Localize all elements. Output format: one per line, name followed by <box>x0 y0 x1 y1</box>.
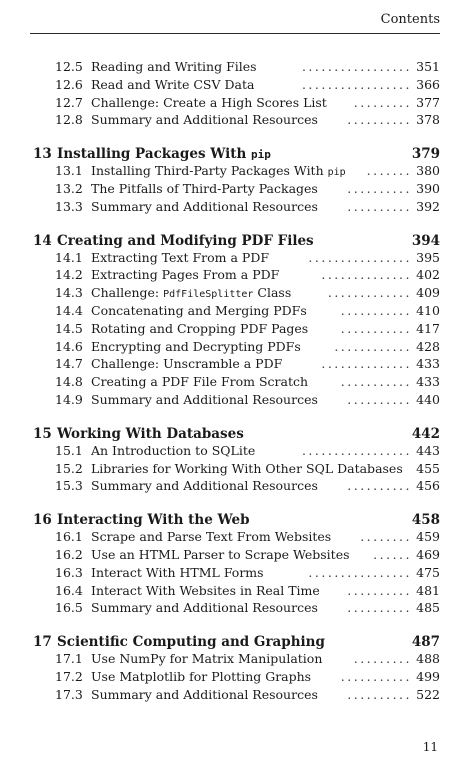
section-title-text: Summary and Additional Resources <box>91 198 318 214</box>
section-number: 16.4 <box>55 582 83 598</box>
toc-section-16.3[interactable] <box>0 564 470 582</box>
section-title-code: PdfFileSplitter <box>163 289 254 301</box>
section-page: 456 <box>416 478 440 494</box>
section-title <box>91 546 350 564</box>
section-title <box>91 582 320 600</box>
section-number: 15.2 <box>55 460 83 476</box>
dot-leader: ...... <box>373 547 412 562</box>
section-title-text: Rotating and Cropping PDF Pages <box>91 320 309 336</box>
section-title <box>91 686 318 704</box>
toc-chapter-13[interactable] <box>0 144 470 164</box>
dot-leader: ................. <box>301 442 412 458</box>
section-title <box>91 460 403 478</box>
section-title-text: Summary and Additional Resources <box>91 600 318 616</box>
section-title-text: Interact With Websites in Real Time <box>91 582 320 598</box>
section-number: 14.5 <box>55 320 83 336</box>
dot-leader: ........... <box>340 320 412 336</box>
chapter-title <box>57 424 244 444</box>
dot-leader: ........... <box>340 374 412 390</box>
toc-section-15.1[interactable] <box>0 442 470 460</box>
toc-section-14.3[interactable] <box>0 284 470 302</box>
toc-chapter-15[interactable] <box>0 424 470 444</box>
section-title-text: Summary and Additional Resources <box>91 478 318 494</box>
dot-leader: .......... <box>347 392 412 407</box>
dot-leader: ......... <box>353 94 412 110</box>
section-title <box>91 355 282 373</box>
toc-section-14.4[interactable] <box>0 302 470 320</box>
dot-leader: .......... <box>347 181 412 196</box>
section-title <box>91 266 279 284</box>
dot-leader: ......... <box>353 651 412 667</box>
section-number: 16.2 <box>55 547 83 562</box>
section-title <box>91 302 307 320</box>
chapter-page: 394 <box>411 232 440 249</box>
running-head: Contents <box>380 12 440 27</box>
chapter-title-text: Interacting With the Web <box>57 512 250 529</box>
section-page: 459 <box>416 529 440 545</box>
chapter-title <box>57 510 250 530</box>
chapter-title-text: Scientific Computing and Graphing <box>57 634 325 651</box>
section-number: 16.3 <box>55 564 83 580</box>
section-page: 366 <box>416 76 440 92</box>
section-title-text: Encrypting and Decrypting PDFs <box>91 338 301 354</box>
section-page: 402 <box>416 267 440 283</box>
section-number: 13.2 <box>55 181 83 196</box>
section-title-text: Creating a PDF File From Scratch <box>91 374 309 390</box>
section-page: 522 <box>416 686 440 702</box>
toc-section-14.1[interactable] <box>0 249 470 267</box>
dot-leader: ........... <box>340 303 412 318</box>
section-page: 469 <box>416 547 440 562</box>
toc-section-12.5[interactable] <box>0 58 470 76</box>
section-number: 14.6 <box>55 338 83 354</box>
section-number: 16.5 <box>55 600 83 616</box>
section-page: 380 <box>416 163 440 179</box>
section-page: 410 <box>416 303 440 318</box>
section-title-text: Challenge: Unscramble a PDF <box>91 356 283 372</box>
section-title <box>91 320 308 338</box>
toc-chapter-14[interactable] <box>0 231 470 251</box>
dot-leader: ............ <box>334 338 412 354</box>
section-title <box>91 391 318 409</box>
section-page: 455 <box>416 460 440 476</box>
chapter-title-text: Working With Databases <box>57 425 244 442</box>
chapter-number: 14 <box>33 232 52 249</box>
toc-section-17.1[interactable] <box>0 650 470 668</box>
section-title-text: Summary and Additional Resources <box>91 112 318 128</box>
section-title <box>91 477 318 495</box>
section-title <box>91 76 254 94</box>
section-title-text: Interact With HTML Forms <box>91 564 264 580</box>
section-number: 14.3 <box>55 285 83 301</box>
toc-section-14.7[interactable] <box>0 355 470 373</box>
section-title <box>91 564 264 582</box>
toc-section-16.4[interactable] <box>0 582 470 600</box>
section-number: 17.3 <box>55 686 83 702</box>
toc-section-16.5[interactable] <box>0 599 470 617</box>
section-title-text: Extracting Text From a PDF <box>91 249 270 265</box>
dot-leader: .......... <box>347 582 412 598</box>
page-number: 11 <box>422 740 438 754</box>
section-title <box>91 599 318 617</box>
section-title-text: Reading and Writing Files <box>91 59 257 74</box>
section-title-text: Installing Third-Party Packages With <box>91 163 328 179</box>
section-page: 440 <box>416 392 440 407</box>
toc-section-14.6[interactable] <box>0 338 470 356</box>
section-title <box>91 650 322 668</box>
section-title <box>91 668 311 686</box>
dot-leader: ....... <box>366 163 412 179</box>
toc-section-17.2[interactable] <box>0 668 470 686</box>
toc-section-14.2[interactable] <box>0 266 470 284</box>
section-title-code: pip <box>327 167 346 179</box>
section-title-text: Challenge: Create a High Scores List <box>91 94 327 110</box>
toc-section-15.3[interactable] <box>0 477 470 495</box>
dot-leader: .............. <box>321 356 412 372</box>
section-title-text: Use Matplotlib for Plotting Graphs <box>91 669 312 684</box>
section-page: 488 <box>416 651 440 667</box>
chapter-page: 458 <box>411 512 440 529</box>
dot-leader: ................. <box>301 59 412 74</box>
toc-section-14.8[interactable] <box>0 373 470 391</box>
section-page: 390 <box>416 181 440 196</box>
chapter-title-code: pip <box>251 148 271 162</box>
section-title <box>91 198 318 216</box>
chapter-title-text: Installing Packages With <box>57 146 252 163</box>
dot-leader: ................ <box>308 249 412 265</box>
section-number: 12.8 <box>55 112 83 128</box>
section-number: 17.1 <box>55 651 83 667</box>
section-number: 14.8 <box>55 374 83 390</box>
section-page: 481 <box>416 582 440 598</box>
toc-section-14.5[interactable] <box>0 320 470 338</box>
chapter-number: 15 <box>33 425 52 442</box>
section-number: 17.2 <box>55 669 83 684</box>
section-page: 443 <box>416 442 440 458</box>
section-page: 409 <box>416 285 440 301</box>
toc-section-12.7[interactable] <box>0 94 470 112</box>
toc-chapter-17[interactable] <box>0 632 470 652</box>
section-title-text: Extracting Pages From a PDF <box>91 267 280 283</box>
section-title-text: Read and Write CSV Data <box>91 76 255 92</box>
section-title-text: An Introduction to SQLite <box>91 442 256 458</box>
dot-leader: ............. <box>327 285 412 301</box>
dot-leader: .......... <box>347 112 412 128</box>
section-title-text: Challenge: <box>91 285 164 301</box>
section-title <box>91 373 308 391</box>
section-title-text-after: Class <box>253 285 292 301</box>
section-number: 15.1 <box>55 442 83 458</box>
section-number: 12.6 <box>55 76 83 92</box>
section-page: 475 <box>416 564 440 580</box>
toc-section-16.1[interactable] <box>0 528 470 546</box>
section-page: 433 <box>416 374 440 390</box>
section-number: 14.4 <box>55 303 83 318</box>
dot-leader: .......... <box>347 198 412 214</box>
chapter-number: 13 <box>33 146 52 163</box>
dot-leader: ................ <box>308 564 412 580</box>
section-title <box>91 111 318 129</box>
dot-leader: ........... <box>340 669 412 684</box>
section-number: 16.1 <box>55 529 83 545</box>
toc-section-17.3[interactable] <box>0 686 470 704</box>
section-title <box>91 249 269 267</box>
dot-leader: .............. <box>321 267 412 283</box>
chapter-number: 16 <box>33 512 52 529</box>
section-page: 377 <box>416 94 440 110</box>
section-page: 428 <box>416 338 440 354</box>
section-title-text: Use an HTML Parser to Scrape Websites <box>91 547 350 562</box>
section-title-text: Scrape and Parse Text From Websites <box>91 529 332 545</box>
dot-leader: .......... <box>347 478 412 494</box>
toc-section-12.6[interactable] <box>0 76 470 94</box>
section-number: 14.2 <box>55 267 83 283</box>
section-page: 417 <box>416 320 440 336</box>
section-number: 15.3 <box>55 478 83 494</box>
section-number: 13.1 <box>55 163 83 179</box>
toc-section-13.1[interactable] <box>0 162 470 180</box>
toc-section-12.8[interactable] <box>0 111 470 129</box>
chapter-title <box>57 231 314 251</box>
section-title-text: Summary and Additional Resources <box>91 686 318 702</box>
section-title-text: Concatenating and Merging PDFs <box>91 303 307 318</box>
dot-leader: .......... <box>347 600 412 616</box>
chapter-page: 487 <box>411 634 440 651</box>
toc-section-15.2[interactable] <box>0 460 470 478</box>
section-page: 499 <box>416 669 440 684</box>
dot-leader: ........ <box>360 529 412 545</box>
chapter-title-text: Creating and Modifying PDF Files <box>57 232 314 249</box>
toc-chapter-16[interactable] <box>0 510 470 530</box>
section-title-text: Use NumPy for Matrix Manipulation <box>91 651 323 667</box>
section-number: 13.3 <box>55 198 83 214</box>
section-title <box>91 180 318 198</box>
section-number: 12.5 <box>55 59 83 74</box>
section-number: 14.9 <box>55 392 83 407</box>
section-title-text: The Pitfalls of Third-Party Packages <box>91 181 318 196</box>
dot-leader: ................. <box>301 76 412 92</box>
section-title <box>91 528 331 546</box>
section-title <box>91 338 301 356</box>
toc-section-13.2[interactable] <box>0 180 470 198</box>
chapter-number: 17 <box>33 634 52 651</box>
section-title <box>91 94 327 112</box>
section-number: 12.7 <box>55 94 83 110</box>
section-title <box>91 58 257 76</box>
section-page: 485 <box>416 600 440 616</box>
section-page: 395 <box>416 249 440 265</box>
section-title <box>91 442 255 460</box>
section-page: 351 <box>416 59 440 74</box>
toc-section-14.9[interactable] <box>0 391 470 409</box>
section-page: 378 <box>416 112 440 128</box>
dot-leader: .......... <box>347 686 412 702</box>
section-title-text: Summary and Additional Resources <box>91 392 318 407</box>
header-rule <box>30 33 440 34</box>
toc-section-13.3[interactable] <box>0 198 470 216</box>
section-number: 14.7 <box>55 356 83 372</box>
section-page: 392 <box>416 198 440 214</box>
section-title-text: Libraries for Working With Other SQL Databases <box>91 460 403 476</box>
toc-section-16.2[interactable] <box>0 546 470 564</box>
section-number: 14.1 <box>55 249 83 265</box>
chapter-page: 442 <box>411 425 440 442</box>
section-page: 433 <box>416 356 440 372</box>
chapter-page: 379 <box>411 146 440 163</box>
chapter-title <box>57 632 325 652</box>
